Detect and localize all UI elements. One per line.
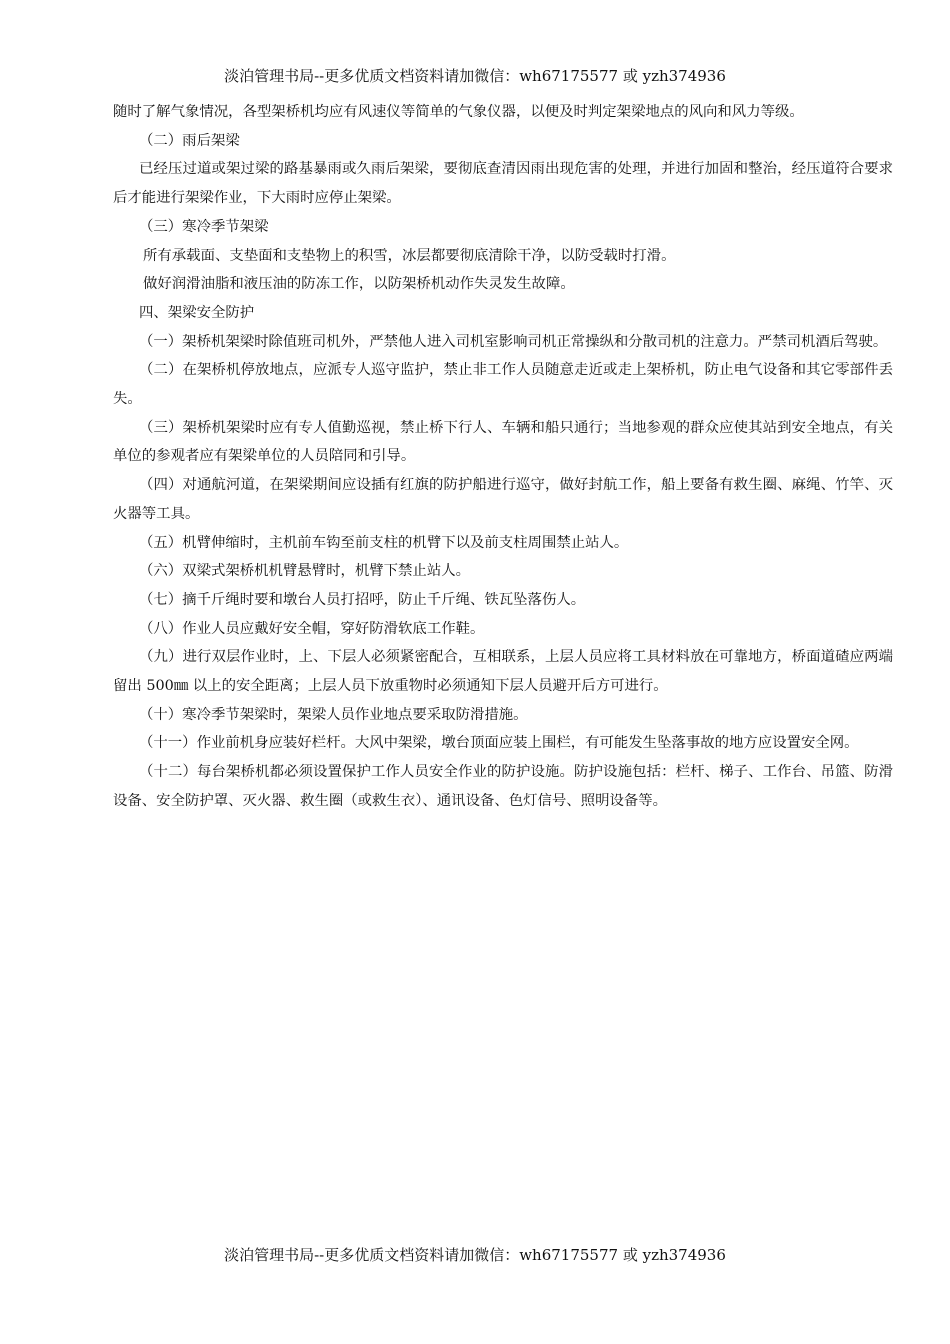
list-item: （二）在架桥机停放地点，应派专人巡守监护，禁止非工作人员随意走近或走上架桥机，防止电气设备和其它零部件丢失。 bbox=[113, 362, 893, 408]
list-item: （五）机臂伸缩时，主机前车钩至前支柱的机臂下以及前支柱周围禁止站人。 bbox=[139, 534, 629, 551]
section-heading: （二）雨后架梁 bbox=[139, 132, 240, 149]
paragraph: 做好润滑油脂和液压油的防冻工作，以防架桥机动作失灵发生故障。 bbox=[143, 276, 575, 293]
list-item: （十一）作业前机身应装好栏杆。大风中架梁，墩台顶面应装上围栏，有可能发生坠落事故的地方应设置安全网。 bbox=[139, 735, 859, 752]
paragraph: 随时了解气象情况，各型架桥机均应有风速仪等简单的气象仪器，以便及时判定架梁地点的风向和风力等级。 bbox=[113, 104, 804, 120]
page-footer: 淡泊管理书局--更多优质文档资料请加微信：wh67175577 或 yzh374936 bbox=[224, 1246, 726, 1264]
document-body bbox=[113, 98, 893, 816]
list-item: （一）架桥机架梁时除值班司机外，严禁他人进入司机室影响司机正常操纵和分散司机的注意力。严禁司机酒后驾驶。 bbox=[139, 333, 888, 350]
list-item: （八）作业人员应戴好安全帽，穿好防滑软底工作鞋。 bbox=[139, 620, 485, 637]
list-item: （十）寒冷季节架梁时，架梁人员作业地点要采取防滑措施。 bbox=[139, 706, 528, 723]
page-header: 淡泊管理书局--更多优质文档资料请加微信：wh67175577 或 yzh374936 bbox=[224, 67, 726, 85]
list-item: （九）进行双层作业时，上、下层人必须紧密配合，互相联系，上层人员应将工具材料放在可靠地方，桥面道碴应两端留出 500㎜ 以上的安全距离；上层人员下放重物时必须通知下层人员避开后方可进行。 bbox=[113, 649, 893, 695]
paragraph: 所有承载面、支垫面和支垫物上的积雪，冰层都要彻底清除干净，以防受载时打滑。 bbox=[143, 247, 676, 264]
list-item: （四）对通航河道，在架梁期间应设插有红旗的防护船进行巡守，做好封航工作，船上要备有救生圈、麻绳、竹竿、灭火器等工具。 bbox=[113, 477, 893, 522]
section-heading: 四、架梁安全防护 bbox=[139, 304, 255, 321]
list-item: （七）摘千斤绳时要和墩台人员打招呼，防止千斤绳、铁瓦坠落伤人。 bbox=[139, 591, 586, 608]
paragraph: 已经压过道或架过梁的路基暴雨或久雨后架梁，要彻底查清因雨出现危害的处理，并进行加固和整治，经压道符合要求后才能进行架梁作业，下大雨时应停止架梁。 bbox=[113, 161, 893, 207]
section-heading: （三）寒冷季节架梁 bbox=[139, 218, 269, 235]
list-item: （三）架桥机架梁时应有专人值勤巡视，禁止桥下行人、车辆和船只通行；当地参观的群众应使其站到安全地点，有关单位的参观者应有架梁单位的人员陪同和引导。 bbox=[113, 419, 893, 465]
list-item: （十二）每台架桥机都必须设置保护工作人员安全作业的防护设施。防护设施包括：栏杆、梯子、工作台、吊篮、防滑设备、安全防护罩、灭火器、救生圈（或救生衣）、通讯设备、色灯信号、照明设备等。 bbox=[113, 764, 893, 809]
list-item: （六）双梁式架桥机机臂悬臂时，机臂下禁止站人。 bbox=[139, 563, 470, 580]
